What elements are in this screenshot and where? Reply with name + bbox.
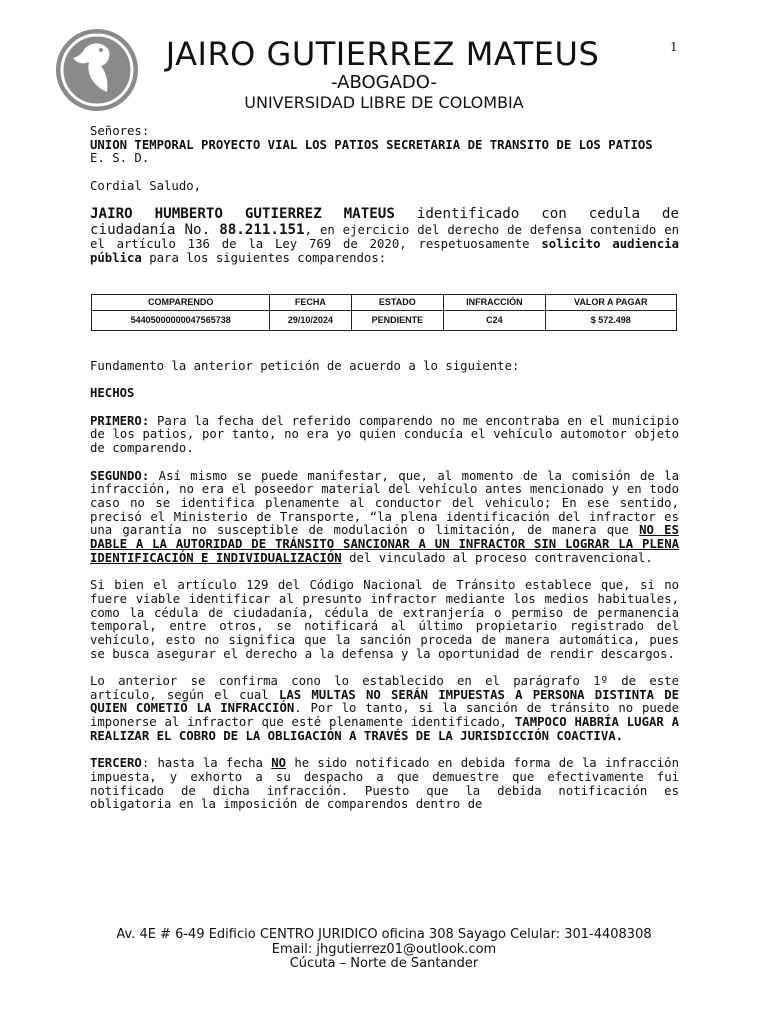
tercero-paragraph: TERCERO: hasta la fecha NO he sido notificado en debida forma de la infracción impuesta, y exhorto a su despacho a que demuestre que efectivamente fui notificado de dicha infracción. Puesto que la debida notificación es obligatoria en la imposición de comparendos dentro de <box>90 756 679 812</box>
table-header: VALOR A PAGAR <box>545 295 676 311</box>
table-cell: PENDIENTE <box>351 311 444 331</box>
letterhead <box>0 34 768 113</box>
table-header-row <box>92 295 677 311</box>
table-header: COMPARENDO <box>92 295 270 311</box>
salutation-to: Señores: <box>90 124 150 138</box>
table-header: INFRACCIÓN <box>444 295 545 311</box>
letter-body <box>90 125 679 812</box>
lawyer-name: JAIRO GUTIERREZ MATEUS <box>165 35 600 73</box>
articulo-paragraph: Si bien el artículo 129 del Código Nacional de Tránsito establece que, si no fuere viable identificar al presunto infractor mediante los medios habituales, como la cédula de ciudadanía, cédula de extranjería o permiso de permanencia temporal, entre otros, se notificará al último propietario registrado del vehículo, esto no significa que la sanción proceda de manera automática, pues se busca asegurar el derecho a la defensa y la oportunidad de rendir descargos. <box>90 578 679 661</box>
segundo-paragraph: SEGUNDO: Así mismo se puede manifestar, que, al momento de la comisión de la infracción, no era el poseedor material del vehículo antes mencionado y en todo caso no se identifica plenamente al conductor del vehiculo; En ese sentido, precisó el Ministerio de Transporte, “la plena identificación del infractor es una garantía no susceptible de modulación o limitación, de manera que NO ES DABLE A LA AUTORIDAD DE TRÁNSITO SANCIONAR A UN INFRACTOR SIN LOGRAR LA PLENA IDENTIFICACIÓN E INDIVIDUALIZACIÓN del vinculado al proceso contravencional. <box>90 468 679 565</box>
page-number: 1 <box>670 40 678 54</box>
table-cell: $ 572.498 <box>545 311 676 331</box>
comparendos-table <box>91 294 677 331</box>
intro-paragraph: JAIRO HUMBERTO GUTIERREZ MATEUS identificado con cedula de ciudadanía No. 88.211.151, en ejercicio del derecho de defensa contenido en el artículo 136 de la Ley 769 de 2020, respetuosamente solicito audiencia pública para los siguientes comparendos: <box>90 206 680 265</box>
table-cell: C24 <box>444 311 545 331</box>
table-header: ESTADO <box>351 295 444 311</box>
recipient: UNION TEMPORAL PROYECTO VIAL LOS PATIOS SECRETARIA DE TRANSITO DE LOS PATIOS <box>90 137 653 152</box>
footer-address: Av. 4E # 6-49 Edificio CENTRO JURIDICO oficina 308 Sayago Celular: 301-4408308 <box>116 927 652 942</box>
table-header: FECHA <box>270 295 351 311</box>
footer <box>0 928 768 972</box>
primero-paragraph: PRIMERO: Para la fecha del referido comparendo no me encontraba en el municipio de los patios, por tanto, no era yo quien conducía el vehículo automotor objeto de comparendo. <box>90 413 679 456</box>
lawyer-role: -ABOGADO- <box>331 72 437 93</box>
table-row <box>92 311 677 331</box>
footer-city: Cúcuta – Norte de Santander <box>289 956 479 971</box>
university: UNIVERSIDAD LIBRE DE COLOMBIA <box>244 93 524 112</box>
hechos-title: HECHOS <box>90 386 135 401</box>
table-cell: 29/10/2024 <box>270 311 351 331</box>
esd: E. S. D. <box>90 151 150 166</box>
greeting: Cordial Saludo, <box>90 178 202 193</box>
fundamento: Fundamento la anterior petición de acuerdo a lo siguiente: <box>90 358 520 373</box>
paragrafo-paragraph: Lo anterior se confirma cono lo establecido en el parágrafo 1º de este artículo, según el cual LAS MULTAS NO SERÁN IMPUESTAS A PERSONA DISTINTA DE QUIEN COMETIÓ LA INFRACCIÓN. Por lo tanto, si la sanción de tránsito no puede imponerse al infractor que esté plenamente identificado, TAMPOCO HABRÍA LUGAR A REALIZAR EL COBRO DE LA OBLIGACIÓN A TRAVÉS DE LA JURISDICCIÓN COACTIVA. <box>90 674 680 743</box>
footer-email: Email: jhgutierrez01@outlook.com <box>271 941 497 957</box>
table-cell: 54405000000047565738 <box>92 311 270 331</box>
